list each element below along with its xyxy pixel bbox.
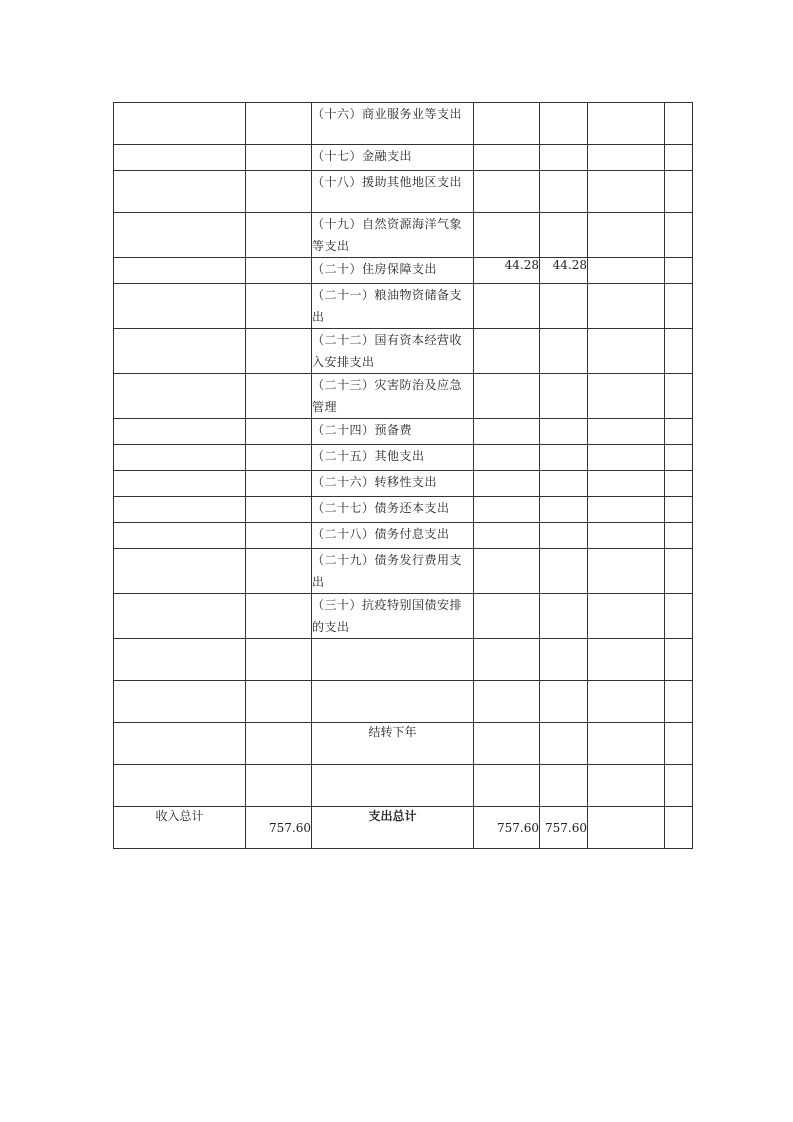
expense-value (474, 594, 540, 639)
table-row (114, 329, 693, 374)
table-row (114, 419, 693, 445)
expense-value (474, 171, 540, 213)
table-row (114, 639, 693, 681)
expense-item-label: （二十）住房保障支出 (312, 258, 474, 284)
table-row (114, 103, 693, 145)
table-row (114, 523, 693, 549)
expense-value (474, 103, 540, 145)
expense-item-label: （二十九）债务发行费用支出 (312, 549, 474, 594)
expense-value (474, 284, 540, 329)
expense-value (540, 523, 588, 549)
totals-row (114, 807, 693, 849)
expense-item-label: （二十七）债务还本支出 (312, 497, 474, 523)
expense-value: 44.28 (474, 258, 540, 284)
expense-item-label: （二十四）预备费 (312, 419, 474, 445)
expense-total-value: 757.60 (474, 807, 540, 849)
table-row (114, 145, 693, 171)
expense-value (474, 374, 540, 419)
expense-value (540, 171, 588, 213)
expense-value (474, 549, 540, 594)
table-row (114, 681, 693, 723)
expense-item-label: （二十五）其他支出 (312, 445, 474, 471)
table-row (114, 765, 693, 807)
expense-value: 44.28 (540, 258, 588, 284)
table-row (114, 171, 693, 213)
expense-value (540, 213, 588, 258)
expense-item-label: （十六）商业服务业等支出 (312, 103, 474, 145)
table-row (114, 213, 693, 258)
expense-value (474, 145, 540, 171)
expense-item-label: （二十八）债务付息支出 (312, 523, 474, 549)
expense-value (540, 594, 588, 639)
table-row (114, 284, 693, 329)
expense-item-label: （三十）抗疫特别国债安排的支出 (312, 594, 474, 639)
expense-item-label: （十七）金融支出 (312, 145, 474, 171)
expense-item-label: （二十三）灾害防治及应急管理 (312, 374, 474, 419)
expense-total-label: 支出总计 (312, 807, 474, 849)
table-row (114, 723, 693, 765)
income-total-value: 757.60 (246, 807, 312, 849)
expense-item-label: （十八）援助其他地区支出 (312, 171, 474, 213)
table-row (114, 471, 693, 497)
expense-value (474, 523, 540, 549)
expense-value (474, 213, 540, 258)
expense-item-label: （二十一）粮油物资储备支出 (312, 284, 474, 329)
expense-item-label: （二十六）转移性支出 (312, 471, 474, 497)
table-row (114, 549, 693, 594)
expense-item-label: （二十二）国有资本经营收入安排支出 (312, 329, 474, 374)
expense-value (474, 471, 540, 497)
expense-value (474, 419, 540, 445)
expense-value (540, 445, 588, 471)
expense-value (540, 145, 588, 171)
expense-value (540, 284, 588, 329)
table-row (114, 594, 693, 639)
table-row (114, 374, 693, 419)
table-row (114, 445, 693, 471)
expense-value (540, 419, 588, 445)
expense-value (540, 549, 588, 594)
budget-table (113, 102, 693, 849)
expense-value (540, 374, 588, 419)
expense-value (540, 329, 588, 374)
expense-value (474, 445, 540, 471)
expense-value (474, 497, 540, 523)
expense-item-label: （十九）自然资源海洋气象等支出 (312, 213, 474, 258)
income-total-label: 收入总计 (114, 807, 246, 849)
carry-forward-label: 结转下年 (312, 723, 474, 765)
table-row (114, 497, 693, 523)
expense-value (540, 471, 588, 497)
expense-value (540, 103, 588, 145)
expense-total-value: 757.60 (540, 807, 588, 849)
expense-value (540, 497, 588, 523)
expense-value (474, 329, 540, 374)
table-row (114, 258, 693, 284)
